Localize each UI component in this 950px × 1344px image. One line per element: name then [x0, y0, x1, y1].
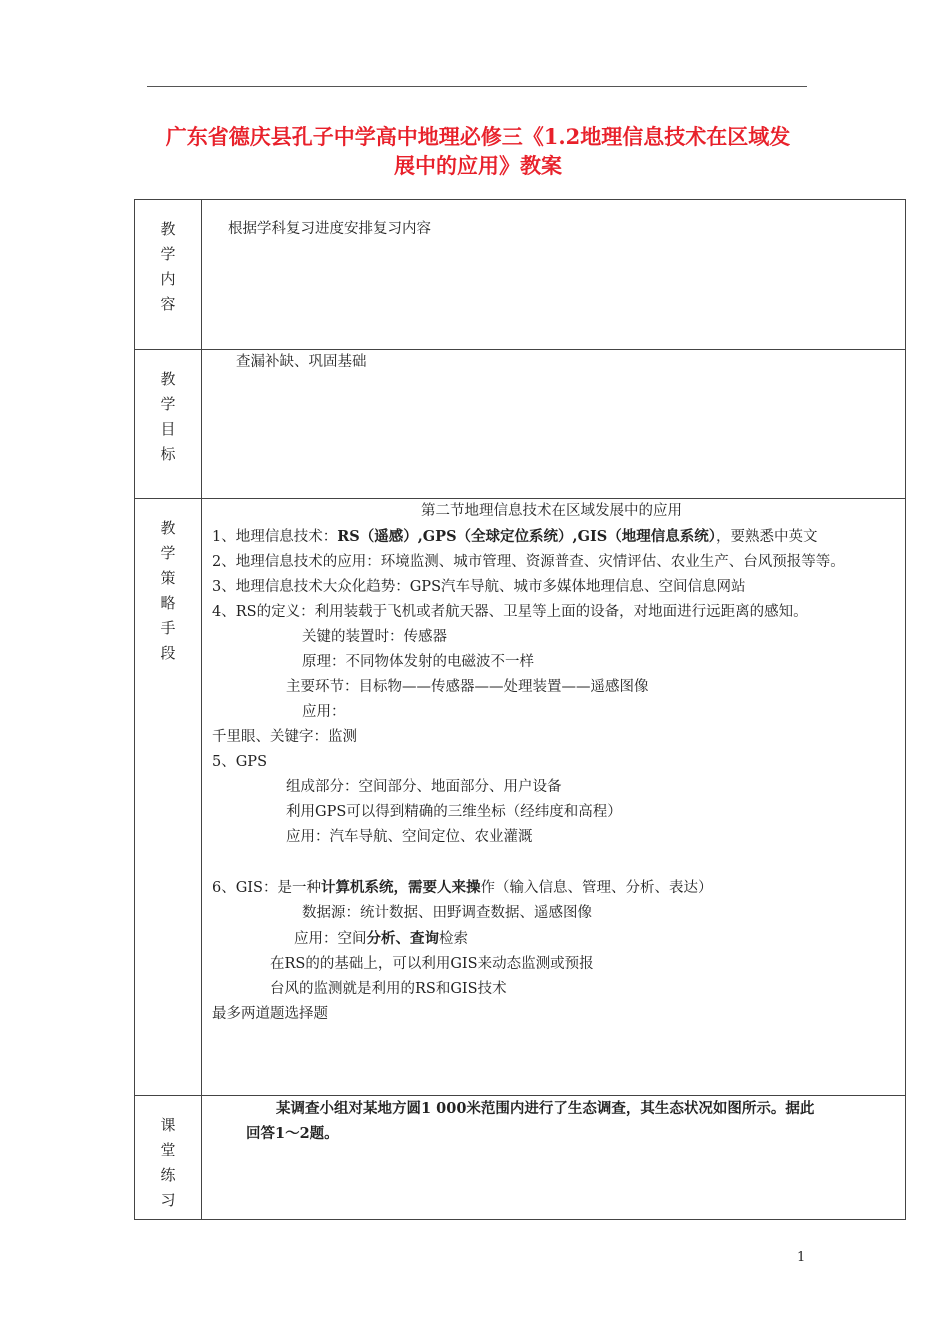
point-1: 1、地理信息技术：RS（遥感）,GPS（全球定位系统）,GIS（地理信息系统），要熟悉中英文 — [212, 528, 818, 545]
row-label: 教 学 策 略 手 段 — [160, 519, 176, 662]
row-label: 课 堂 练 习 — [160, 1116, 176, 1209]
label-cell-content — [135, 200, 202, 350]
gis-monitoring: 在RS的的基础上，可以利用GIS来动态监测或预报 — [270, 956, 594, 972]
row-teaching-content — [135, 200, 906, 350]
row-label: 教 学 内 容 — [160, 220, 176, 313]
rs-keyword: 千里眼、关键字：监测 — [212, 729, 357, 745]
header-rule — [147, 86, 807, 87]
exam-note: 最多两道题选择题 — [212, 1006, 328, 1022]
row-teaching-goal — [135, 350, 906, 499]
rs-key-device: 关键的装置时：传感器 — [302, 629, 447, 645]
page-number: 1 — [797, 1250, 806, 1265]
practice-question — [202, 1096, 905, 1146]
point-3: 3、地理信息技术大众化趋势：GPS汽车导航、城市多媒体地理信息、空间信息网站 — [212, 579, 746, 595]
question-line-1: 某调查小组对某地方圆1 000米范围内进行了生态调查，其生态状况如图所示。据此 — [276, 1100, 815, 1117]
question-line-2: 回答1～2题。 — [246, 1125, 339, 1142]
row-label: 教 学 目 标 — [160, 370, 176, 463]
gis-data-source: 数据源：统计数据、田野调查数据、遥感图像 — [302, 905, 592, 921]
gis-application: 应用：空间分析、查询检索 — [294, 930, 468, 947]
goal-text: 查漏补缺、巩固基础 — [236, 354, 367, 370]
title-line-2: 展中的应用》教案 — [394, 153, 562, 178]
spacer — [212, 850, 905, 875]
content-text: 根据学科复习进度安排复习内容 — [228, 221, 431, 237]
row-teaching-strategy — [135, 499, 906, 1096]
label-cell-goal — [135, 350, 202, 499]
point-2: 2、地理信息技术的应用：环境监测、城市管理、资源普查、灾情评估、农业生产、台风预报等等。 — [212, 554, 845, 570]
practice-cell — [202, 1096, 906, 1220]
goal-cell — [202, 350, 906, 499]
label-cell-strategy — [135, 499, 202, 1096]
section-heading: 第二节地理信息技术在区域发展中的应用 — [421, 503, 682, 519]
document-title — [120, 122, 836, 180]
strategy-body — [202, 499, 905, 1027]
rs-application: 应用： — [302, 704, 346, 720]
rs-process: 主要环节：目标物——传感器——处理装置——遥感图像 — [286, 679, 649, 695]
point-4: 4、RS的定义：利用装载于飞机或者航天器、卫星等上面的设备，对地面进行远距离的感知。 — [212, 604, 808, 620]
content-cell — [202, 200, 906, 350]
lesson-plan-table — [134, 199, 906, 1220]
point-5: 5、GPS — [212, 754, 267, 770]
gps-components: 组成部分：空间部分、地面部分、用户设备 — [286, 779, 562, 795]
typhoon-monitoring: 台风的监测就是利用的RS和GIS技术 — [270, 981, 507, 997]
rs-principle: 原理：不同物体发射的电磁波不一样 — [302, 654, 534, 670]
strategy-cell — [202, 499, 906, 1096]
row-class-practice — [135, 1096, 906, 1220]
gps-coordinates: 利用GPS可以得到精确的三维坐标（经纬度和高程） — [286, 804, 622, 820]
label-cell-practice — [135, 1096, 202, 1220]
gps-application: 应用：汽车导航、空间定位、农业灌溉 — [286, 829, 533, 845]
point-6: 6、GIS：是一种计算机系统，需要人来操作（输入信息、管理、分析、表达） — [212, 879, 713, 896]
title-line-1: 广东省德庆县孔子中学高中地理必修三《1.2地理信息技术在区域发 — [165, 124, 791, 149]
